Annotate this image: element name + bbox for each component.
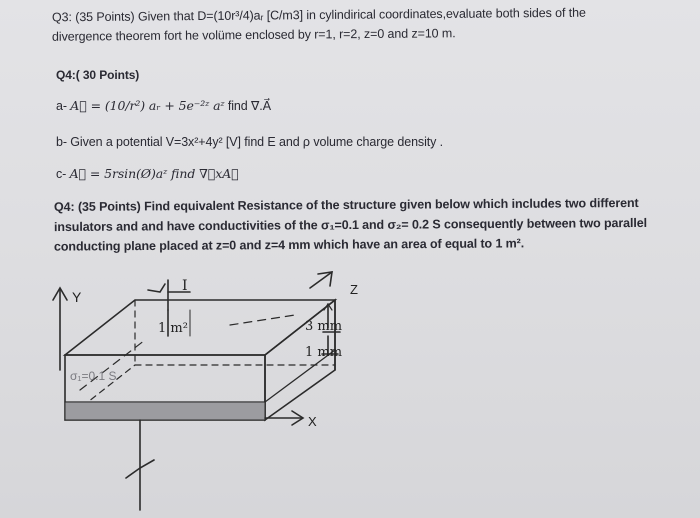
q4-header: Q4:( 30 Points): [56, 68, 140, 82]
bottom-thickness-label: 1 mm: [305, 345, 343, 360]
q4-part-c: [56, 166, 239, 181]
hidden-edge-top: [230, 315, 295, 325]
q4-part-b: b- Given a potential V=3x²+4y² [V] find E and ρ volume charge density .: [56, 135, 444, 149]
y-axis-label: Y: [72, 289, 82, 305]
structure-figure: [40, 270, 358, 515]
part-c-math: A⃗ = 5rsin(Ø)aᶻ find ∇⃗xA⃗: [69, 166, 239, 181]
z-axis-label: Z: [350, 282, 358, 297]
part-a-prefix: a-: [56, 99, 67, 113]
q4b-line-3: conducting plane placed at z=0 and z=4 mm which have an area of equal to 1 m².: [53, 236, 525, 254]
part-a-suffix: find ∇.A⃗: [227, 99, 272, 113]
part-a-math: A⃗ = (10/r²) aᵣ + 5e⁻²ᶻ aᶻ: [70, 98, 225, 113]
q3-line-2: divergence theorem fort he volüme enclosed by r=1, r=2, z=0 and z=10 m.: [51, 26, 456, 44]
q4b-line-2: insulators and and have conductivities of the σ₁=0.1 and σ₂= 0.2 S consequently between two parallel: [53, 215, 648, 235]
bottom-plate: [65, 402, 265, 420]
box-top-face: [65, 300, 335, 355]
x-axis-label: X: [308, 414, 317, 429]
q4-part-a: [56, 98, 271, 113]
q3-line-1: Q3: (35 Points) Given that D=(10r³/4)aᵣ [C/m3] in cylindirical coordinates,evaluate both sides of the: [51, 5, 586, 25]
z-axis-line: [310, 272, 332, 288]
current-lead-top: [148, 284, 165, 292]
current-label: I: [182, 278, 188, 294]
sigma-label: σ₁=0.1 S: [70, 369, 117, 383]
area-label: 1 m²: [158, 321, 188, 336]
part-c-prefix: c-: [56, 167, 67, 181]
top-thickness-label: 3 mm: [305, 319, 343, 334]
q4b-line-1: Q4: (35 Points) Find equivalent Resistance of the structure given below which includes two different: [53, 195, 639, 215]
